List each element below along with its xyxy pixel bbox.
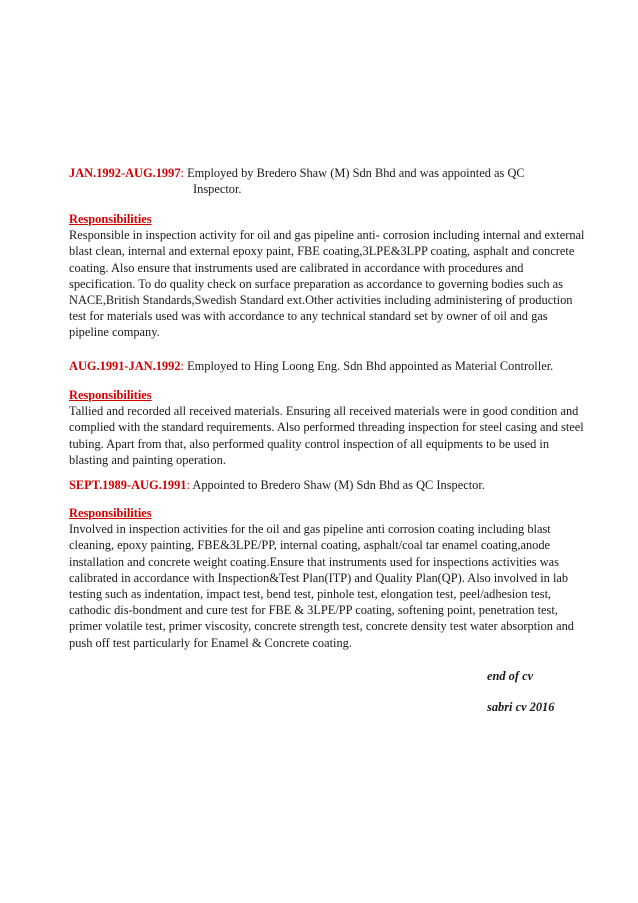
entry-3-heading [69,477,589,493]
entry-2-resp-text: Tallied and recorded all received materials. Ensuring all received materials were in good condition and complied with the standard requirements. Also performed threading inspection for steel casing and steel tubing. Apart from that, also performed quality control inspection of all equipments to be used in blasting and painting operation. [69,404,584,467]
employment-entry-1 [69,165,589,197]
entry-2-responsibilities [69,387,589,468]
entry-3-responsibilities [69,505,589,651]
entry-1-resp-heading: Responsibilities [69,212,152,226]
entry-3-resp-text: Involved in inspection activities for the oil and gas pipeline anti corrosion coating including blast cleaning, epoxy painting, FBE&3LPE/PP, internal coating, asphalt/coal tar enamel coating,anode installation and concrete weight coating.Ensure that instruments used for inspections activities was calibrated in accordance with Inspection&Test Plan(ITP) and Quality Plan(QP). Also involved in lab testing such as indentation, impact test, bend test, pinhole test, elongation test, peel/adhesion test, cathodic dis-bondment and cure test for FBE & 3LPE/PP coating, softening point, penetration test, primer volatile test, primer viscosity, concrete strength test, concrete density test water absorption and push off test particularly for Enamel & Concrete coating. [69,522,574,650]
entry-3-colon: : [186,478,190,492]
entry-2-heading [69,358,589,374]
entry-1-responsibilities [69,211,589,341]
entry-2-date: AUG.1991-JAN.1992 [69,359,181,373]
entry-1-resp-text: Responsible in inspection activity for oil and gas pipeline anti- corrosion including internal and external blast clean, internal and external epoxy paint, FBE coating,3LPE&3LPP coating, asphalt and concrete coating. Also ensure that instruments used are calibrated in accordance with procedures and specification. To do quality check on surface preparation as accordance to governing bodies such as NACE,British Standards,Swedish Standard ext.Other activities including administering of production test for materials used was with accordance to any technical standard set by owner of oil and gas pipeline company. [69,228,585,340]
entry-2-colon: : [180,359,184,373]
entry-1-colon: : [180,166,184,180]
entry-3-date: SEPT.1989-AUG.1991 [69,478,187,492]
end-of-cv-note: end of cv [487,669,534,683]
entry-3-resp-heading: Responsibilities [69,506,152,520]
entry-1-title-continued: Inspector. [193,182,242,197]
signature-note: sabri cv 2016 [487,700,555,714]
entry-2-title: Employed to Hing Loong Eng. Sdn Bhd appointed as Material Controller. [183,359,554,373]
entry-1-title: Employed by Bredero Shaw (M) Sdn Bhd and was appointed as QC [183,166,525,180]
entry-3-title: Appointed to Bredero Shaw (M) Sdn Bhd as QC Inspector. [189,478,485,492]
entry-2-resp-heading: Responsibilities [69,388,152,402]
entry-1-heading [69,165,589,181]
employment-entry-2 [69,358,589,374]
employment-entry-3 [69,477,589,493]
entry-1-date: JAN.1992-AUG.1997 [69,166,181,180]
